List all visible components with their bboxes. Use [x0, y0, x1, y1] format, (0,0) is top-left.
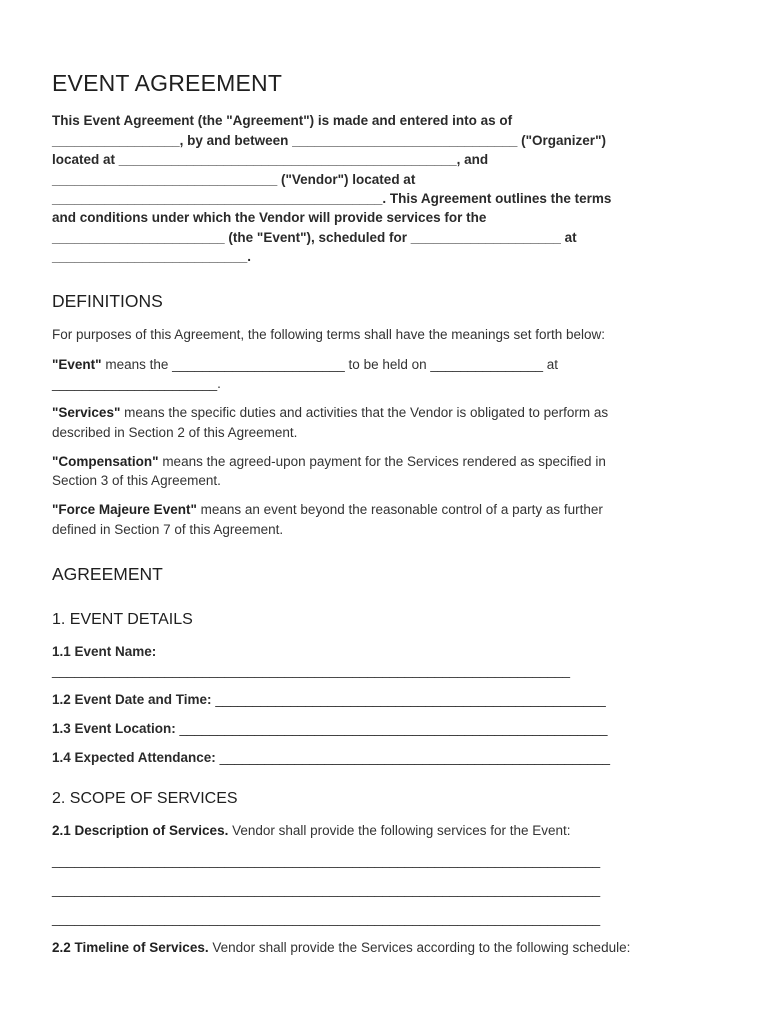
definitions-lead: For purposes of this Agreement, the following terms shall have the meanings set forth below: [52, 327, 606, 342]
section-2-heading: 2. SCOPE OF SERVICES [52, 790, 238, 807]
event-name-label [52, 644, 156, 659]
document-title: EVENT AGREEMENT [52, 70, 283, 96]
definition-compensation-line-1 [52, 454, 606, 469]
definitions-heading: DEFINITIONS [52, 291, 163, 311]
definition-services-line-1 [52, 405, 608, 420]
timeline-of-services-row [52, 940, 630, 955]
definition-event-term: "Event" [52, 357, 102, 372]
description-of-services-label: 2.1 Description of Services. [52, 823, 229, 838]
definition-force-majeure-line-2: defined in Section 7 of this Agreement. [52, 522, 284, 537]
services-blank-line-3[interactable]: _________________________________________________________________________ [52, 911, 601, 926]
description-of-services-text: Vendor shall provide the following services for the Event: [228, 823, 571, 838]
timeline-of-services-label: 2.2 Timeline of Services. [52, 940, 209, 955]
expected-attendance-row [52, 750, 610, 765]
definition-services-line-2: described in Section 2 of this Agreement. [52, 425, 298, 440]
definition-force-majeure-line-1 [52, 502, 603, 517]
definition-force-majeure-text: means an event beyond the reasonable control of a party as further [196, 502, 603, 517]
section-1-heading: 1. EVENT DETAILS [52, 611, 193, 628]
intro-line-8: __________________________. [52, 249, 251, 264]
event-date-time-label: 1.2 Event Date and Time: [52, 692, 212, 707]
agreement-heading: AGREEMENT [52, 564, 163, 584]
definition-services-text: means the specific duties and activities that the Vendor is obligated to perform as [120, 405, 609, 420]
definition-compensation-line-2: Section 3 of this Agreement. [52, 473, 221, 488]
definition-event-text: means the _______________________ to be held on _______________ at [101, 357, 559, 372]
definition-services-term: "Services" [52, 405, 121, 420]
event-location-field[interactable]: _________________________________________________________ [175, 721, 608, 736]
expected-attendance-field[interactable]: ____________________________________________________ [215, 750, 610, 765]
description-of-services-row [52, 823, 571, 838]
definition-compensation-text: means the agreed-upon payment for the Services rendered as specified in [158, 454, 606, 469]
intro-line-1: This Event Agreement (the "Agreement") is made and entered into as of [52, 113, 513, 128]
intro-line-5: ____________________________________________. This Agreement outlines the terms [52, 191, 612, 206]
definition-compensation-term: "Compensation" [52, 454, 159, 469]
services-blank-line-1[interactable]: _________________________________________________________________________ [52, 853, 601, 868]
intro-line-4: ______________________________ ("Vendor") located at [52, 172, 416, 187]
intro-line-6: and conditions under which the Vendor will provide services for the [52, 210, 487, 225]
intro-line-3: located at _____________________________________________, and [52, 152, 489, 167]
expected-attendance-label: 1.4 Expected Attendance: [52, 750, 216, 765]
event-location-label: 1.3 Event Location: [52, 721, 176, 736]
definition-force-majeure-term: "Force Majeure Event" [52, 502, 197, 517]
event-date-time-field[interactable]: ____________________________________________________ [211, 692, 606, 707]
timeline-of-services-text: Vendor shall provide the Services according to the following schedule: [208, 940, 631, 955]
intro-line-7: _______________________ (the "Event"), scheduled for ____________________ at [52, 230, 577, 245]
event-location-row [52, 721, 608, 736]
event-name-label-text: 1.1 Event Name: [52, 644, 157, 659]
services-blank-line-2[interactable]: _________________________________________________________________________ [52, 882, 601, 897]
event-date-time-row [52, 692, 606, 707]
definition-event-line-1 [52, 357, 558, 372]
intro-line-2: _________________, by and between ______________________________ ("Organizer") [52, 133, 606, 148]
event-name-field[interactable]: _____________________________________________________________________ [52, 663, 571, 678]
definition-event-line-2: ______________________. [52, 376, 221, 391]
